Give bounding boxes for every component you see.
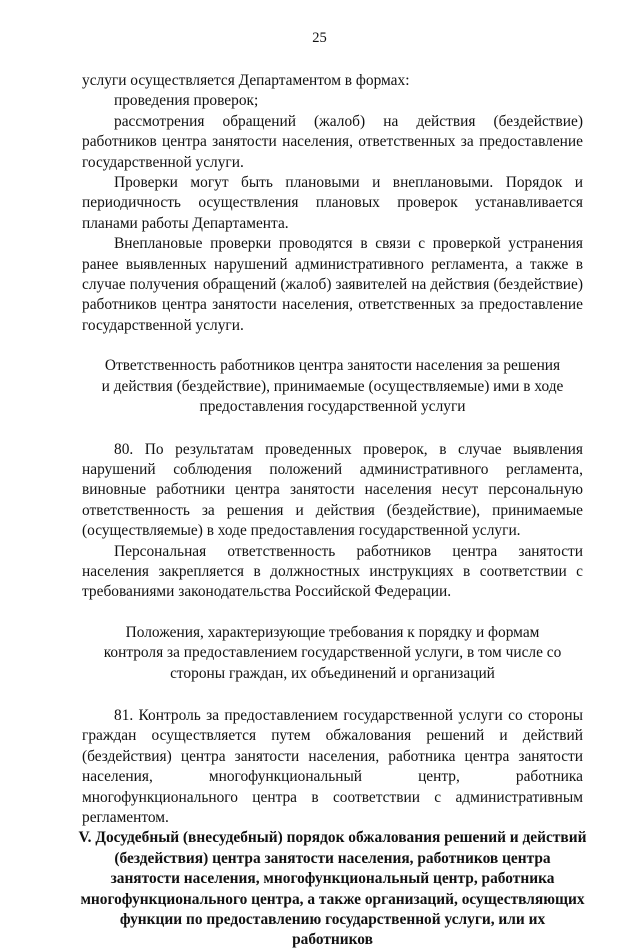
heading-section-v: V. Досудебный (внесудебный) порядок обжалования решений и действий (бездействия) центра занятости населения, работников центра занятости населения, многофункциональный центр, работника многофункционального центра, а также организаций, осуществляющих функции по предоставлению государственной услуги, или их работников [78, 829, 587, 949]
paragraph-80: 80. По результатам проведенных проверок, в случае выявления нарушений соблюдения положений административного регламента, виновные работники центра занятости населения несут персональную ответственность за решения и действия (бездействие), принимаемые (осуществляемые) в ходе предоставления государственной услуги. [82, 440, 583, 540]
paragraph-81: 81. Контроль за предоставлением государственной услуги со стороны граждан осуществляется путем обжалования решений и действий (бездействия) центра занятости населения, работника центра занятости населения, многофункциональный центр, работника многофункционального центра в соответствии с административным регламентом. [82, 706, 583, 826]
heading-control-provisions: Положения, характеризующие требования к порядку и формам контроля за предоставлением государственной услуги, в том числе со стороны граждан, их объединений и организаций [103, 623, 562, 682]
paragraph-personal-responsibility: Персональная ответственность работников центра занятости населения закрепляется в должностных инструкциях в соответствии с требованиями законодательства Российской Федерации. [82, 542, 583, 601]
heading-responsibility: Ответственность работников центра занятости населения за решения и действия (бездействие), принимаемые (осуществляемые) ими в ходе предоставления государственной услуги [101, 357, 564, 416]
page-number: 25 [312, 30, 327, 46]
list-item-complaints: рассмотрения обращений (жалоб) на действия (бездействие) работников центра занятости населения, ответственных за предоставление государственной услуги. [82, 112, 583, 171]
list-item-inspections: проведения проверок; [114, 92, 259, 110]
intro-line: услуги осуществляется Департаментом в формах: [82, 72, 410, 89]
page-content [78, 71, 587, 951]
paragraph-unplanned-checks: Внеплановые проверки проводятся в связи с проверкой устранения ранее выявленных нарушений административного регламента, а также в случае получения обращений (жалоб) заявителей на действия (бездействие) работников центра занятости населения, ответственных за предоставление государственной услуги. [82, 235, 583, 334]
paragraph-checks: Проверки могут быть плановыми и внеплановыми. Порядок и периодичность осуществления плановых проверок устанавливается планами работы Департамента. [82, 174, 583, 232]
